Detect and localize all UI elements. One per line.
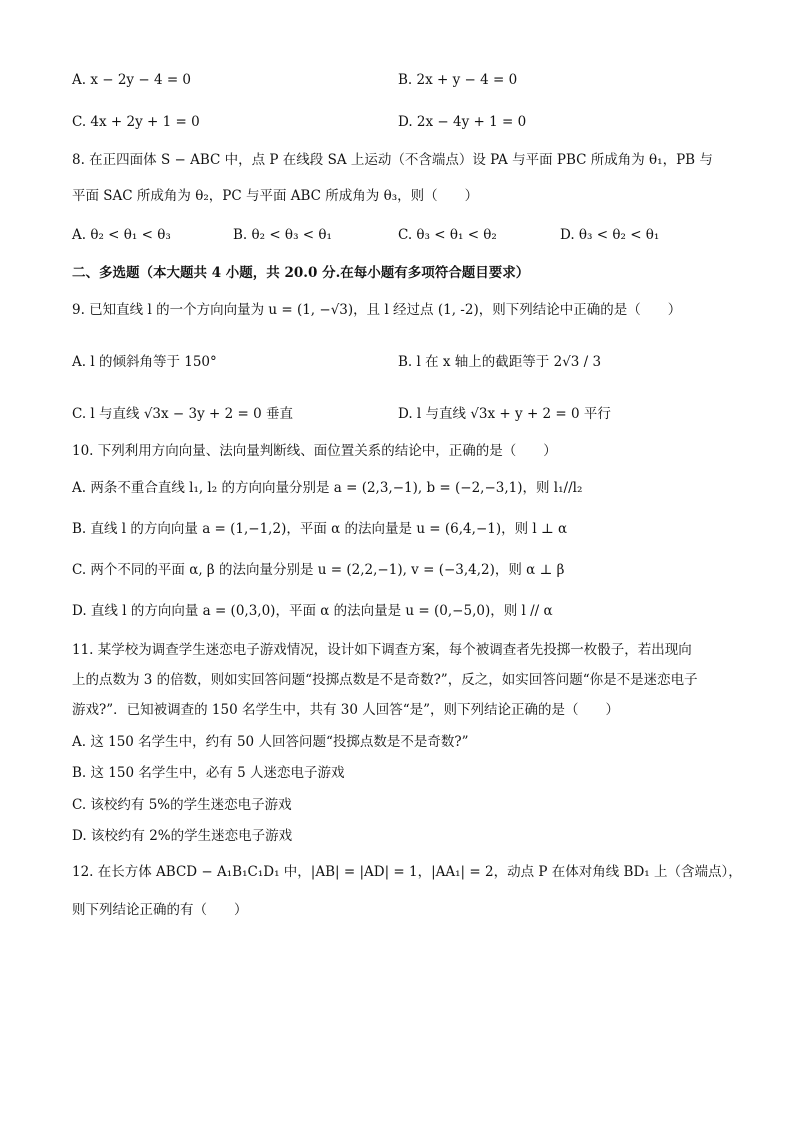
q10-option-a: A. 两条不重合直线 l₁, l₂ 的方向向量分别是 a = (2,3,−1), b = (−2,−3,1)，则 l₁//l₂ [72, 480, 583, 496]
q9-stem: 9. 已知直线 l 的一个方向向量为 u = (1, −√3)，且 l 经过点 (1, -2)，则下列结论中正确的是（ ） [72, 302, 682, 318]
q10-stem: 10. 下列利用方向向量、法向量判断线、面位置关系的结论中，正确的是（ ） [72, 443, 557, 459]
section-heading-multiple-choice: 二、多选题（本大题共 4 小题，共 20.0 分.在每小题有多项符合题目要求） [72, 265, 530, 281]
q10-option-d: D. 直线 l 的方向向量 a = (0,3,0)，平面 α 的法向量是 u = (0,−5,0)，则 l // α [72, 603, 553, 619]
q8-stem-line2: 平面 SAC 所成角为 θ₂，PC 与平面 ABC 所成角为 θ₃，则（ ） [72, 188, 479, 204]
q12-stem-line2: 则下列结论正确的有（ ） [72, 902, 248, 918]
q8-stem-line1: 8. 在正四面体 S − ABC 中，点 P 在线段 SA 上运动（不含端点）设 PA 与平面 PBC 所成角为 θ₁，PB 与 [72, 152, 713, 168]
q11-stem-line2: 上的点数为 3 的倍数，则如实回答问题“投掷点数是不是奇数?”，反之，如实回答问题“你是不是迷恋电子 [72, 672, 698, 688]
q9-option-d: D. l 与直线 √3x + y + 2 = 0 平行 [398, 406, 611, 422]
q7-option-b: B. 2x + y − 4 = 0 [398, 72, 518, 88]
q11-option-b: B. 这 150 名学生中，必有 5 人迷恋电子游戏 [72, 765, 345, 781]
q8-option-b: B. θ₂ < θ₃ < θ₁ [233, 227, 332, 243]
q11-option-a: A. 这 150 名学生中，约有 50 人回答问题“投掷点数是不是奇数?” [72, 734, 469, 750]
q8-option-a: A. θ₂ < θ₁ < θ₃ [72, 227, 171, 243]
q10-option-c: C. 两个不同的平面 α, β 的法向量分别是 u = (2,2,−1), v = (−3,4,2)，则 α ⊥ β [72, 562, 565, 578]
q11-stem-line1: 11. 某学校为调查学生迷恋电子游戏情况，设计如下调查方案，每个被调查者先投掷一枚骰子，若出现向 [72, 642, 692, 658]
q7-option-a: A. x − 2y − 4 = 0 [72, 72, 192, 88]
q9-option-c: C. l 与直线 √3x − 3y + 2 = 0 垂直 [72, 406, 294, 422]
q10-option-b: B. 直线 l 的方向向量 a = (1,−1,2)，平面 α 的法向量是 u = (6,4,−1)，则 l ⊥ α [72, 521, 568, 537]
q11-option-c: C. 该校约有 5%的学生迷恋电子游戏 [72, 797, 292, 813]
q9-option-a: A. l 的倾斜角等于 150° [72, 354, 217, 370]
q7-option-c: C. 4x + 2y + 1 = 0 [72, 114, 200, 130]
q8-option-d: D. θ₃ < θ₂ < θ₁ [560, 227, 660, 243]
q11-option-d: D. 该校约有 2%的学生迷恋电子游戏 [72, 828, 293, 844]
q11-stem-line3: 游戏?”．已知被调查的 150 名学生中，共有 30 人回答“是”，则下列结论正确的是（ ） [72, 702, 620, 718]
q12-stem-line1: 12. 在长方体 ABCD − A₁B₁C₁D₁ 中，|AB| = |AD| = 1，|AA₁| = 2，动点 P 在体对角线 BD₁ 上（含端点）， [72, 864, 742, 880]
q9-option-b: B. l 在 x 轴上的截距等于 2√3 / 3 [398, 354, 602, 370]
q7-option-d: D. 2x − 4y + 1 = 0 [398, 114, 527, 130]
q8-option-c: C. θ₃ < θ₁ < θ₂ [398, 227, 497, 243]
